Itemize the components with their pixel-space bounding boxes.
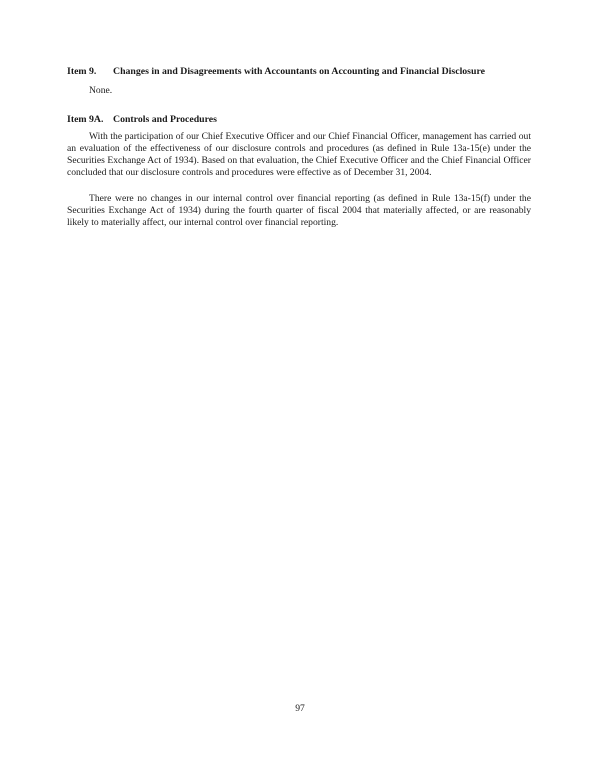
item9a-label: Item 9A. — [67, 114, 104, 125]
document-content — [67, 66, 531, 229]
item9a-title: Controls and Procedures — [113, 114, 217, 125]
item9a-paragraph-1: With the participation of our Chief Executive Officer and our Chief Financial Officer, management has carried out an evaluation of the effectiveness of our disclosure controls and procedures (as defined in Rule 13a-15(e) under the Securities Exchange Act of 1934). Based on that evaluation, the Chief Executive Officer and the Chief Financial Officer concluded that our disclosure controls and procedures were effective as of December 31, 2004. — [67, 131, 531, 178]
item9-heading — [67, 66, 531, 78]
item9-title: Changes in and Disagreements with Accountants on Accounting and Financial Disclosure — [113, 66, 485, 77]
item9a-heading — [67, 114, 531, 126]
item9-label: Item 9. — [67, 66, 97, 77]
page-number: 97 — [295, 703, 305, 714]
item9-body-text: None. — [89, 85, 113, 96]
item9a-paragraph-2: There were no changes in our internal control over financial reporting (as defined in Rule 13a-15(f) under the Securities Exchange Act of 1934) during the fourth quarter of fiscal 2004 that materially affected, or are reasonably likely to materially affect, our internal control over financial reporting. — [67, 193, 531, 228]
